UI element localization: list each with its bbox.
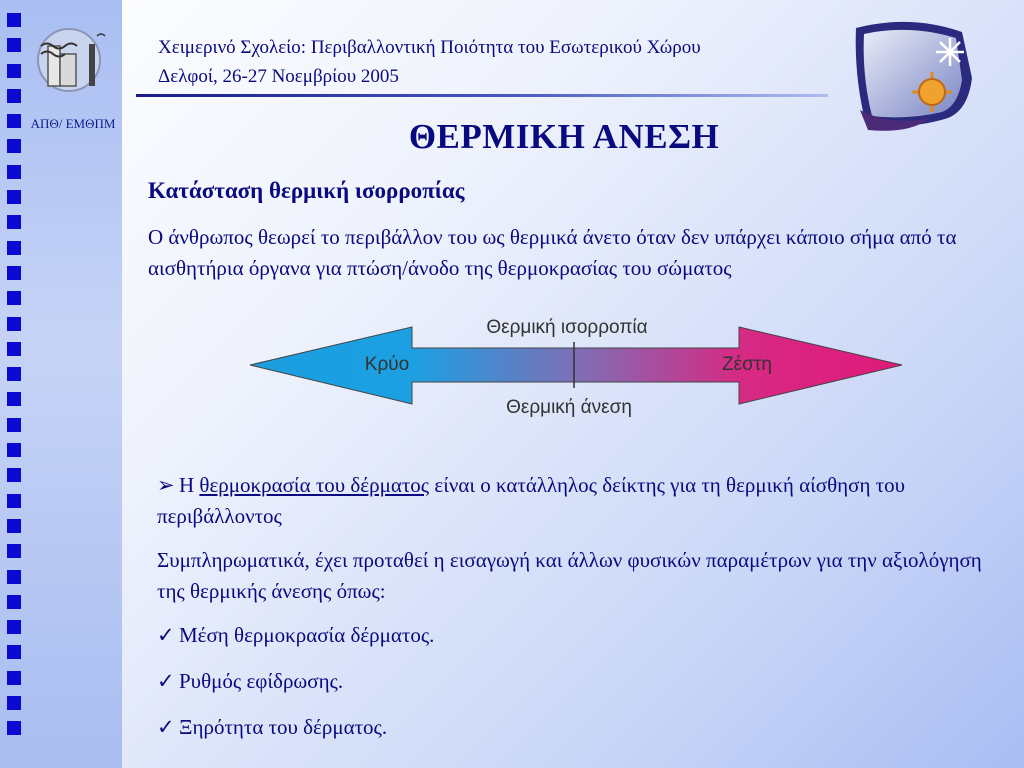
list-item: ✓ Μέση θερμοκρασία δέρματος. xyxy=(157,620,997,651)
check-icon: ✓ xyxy=(157,715,175,739)
list-item: ✓ Ρυθμός εφίδρωσης. xyxy=(157,666,997,697)
double-arrow xyxy=(250,327,902,404)
skin-temperature-paragraph: ➢ Η θερμοκρασία του δέρματος είναι ο κατάλληλος δείκτης για τη θερμική αίσθηση του περιβάλλοντος xyxy=(157,470,997,532)
sidebar xyxy=(0,0,122,768)
check-icon: ✓ xyxy=(157,623,175,647)
header-divider xyxy=(136,94,828,97)
label-cold: Κρύο xyxy=(364,354,410,375)
section-heading: Κατάσταση θερμική ισορροπίας xyxy=(148,178,465,203)
arrow-bullet-icon: ➢ xyxy=(157,473,175,497)
label-hot: Ζέστη xyxy=(722,354,772,375)
label-thermal-balance: Θερμική ισορροπία xyxy=(486,317,648,338)
header-line-1: Χειμερινό Σχολείο: Περιβαλλοντική Ποιότητα του Εσωτερικού Χώρου xyxy=(158,37,701,58)
institution-logo-icon xyxy=(33,24,111,94)
list-item: ✓ Ξηρότητα του δέρματος. xyxy=(157,712,997,743)
bullet-content xyxy=(157,470,997,743)
header-line-2: Δελφοί, 26-27 Νοεμβρίου 2005 xyxy=(158,66,399,87)
complement-paragraph: Συμπληρωματικά, έχει προταθεί η εισαγωγή και άλλων φυσικών παραμέτρων για την αξιολόγηση της θερμικής άνεσης όπως: xyxy=(157,548,982,603)
institution-label: ΑΠΘ/ ΕΜΘΠΜ xyxy=(30,116,116,131)
check-icon: ✓ xyxy=(157,669,175,693)
intro-paragraph: Ο άνθρωπος θεωρεί το περιβάλλον του ως θερμικά άνετο όταν δεν υπάρχει κάποιο σήμα από τα αισθητήρια όργανα για πτώση/άνοδο της θερμοκρασίας του σώματος xyxy=(148,225,957,280)
label-thermal-comfort: Θερμική άνεση xyxy=(506,397,632,418)
thermal-balance-diagram xyxy=(247,310,907,425)
header xyxy=(158,33,701,91)
page-title: ΘΕΡΜΙΚΗ ΑΝΕΣΗ xyxy=(408,117,720,156)
skin-temperature-link[interactable]: θερμοκρασία του δέρματος xyxy=(199,473,430,497)
